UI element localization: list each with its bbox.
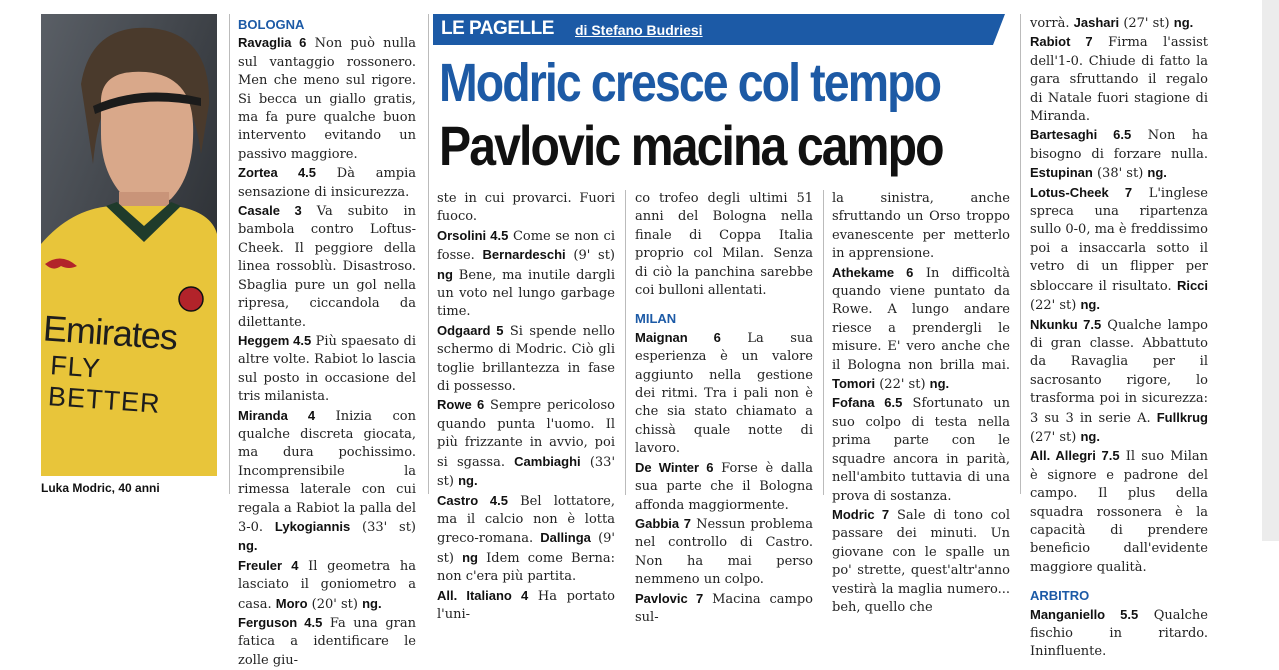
player-grade: Pavlovic 7 <box>635 590 704 606</box>
rating-text: Come se non ci fosse. <box>437 228 615 264</box>
player-grade: Maignan 6 <box>635 329 721 345</box>
rating-text: Fa una gran fatica a identificare le zolle giu- <box>238 616 416 668</box>
rating-text: Firma l'assist dell'1-0. Chiude di fatto la gara sfruttando il regalo di Natale fuori stagione di Miranda. <box>1030 35 1208 125</box>
rating-text: Non ha bisogno di forzare nulla. <box>1030 128 1208 162</box>
page-edge <box>1262 0 1279 541</box>
player-grade: Casale 3 <box>238 203 302 219</box>
sub-name: Lykogiannis <box>274 518 351 534</box>
sub-grade: ng. <box>1080 297 1100 313</box>
sub-grade: ng. <box>362 595 382 611</box>
rating-entry <box>1030 447 1208 577</box>
rating-entry <box>238 202 416 332</box>
continued-text: co trofeo degli ultimi 51 anni del Bologna nella finale di Coppa Italia proprio col Milan. Senza di ciò la panchina sarebbe coi bulloni allentati. <box>635 191 813 299</box>
sub-time: (38' st) <box>1096 166 1144 182</box>
section-heading-milan: MILAN <box>635 311 677 327</box>
rating-text: Sale di tono col passare dei minuti. Un giovane con le spalle un po' strette, quest'altr'anno vestirà la maglia numero... beh, quello che <box>832 507 1010 615</box>
rating-entry <box>238 614 416 670</box>
rating-text: Nessun problema nel controllo di Castro. Non ha mai perso nemmeno un colpo. <box>635 516 813 588</box>
rating-text: Dà ampia sensazione di insicurezza. <box>238 166 416 200</box>
rating-text: Macina campo sul- <box>635 591 813 625</box>
rating-text: Qualche lampo di gran classe. Abbattuto da Ravaglia per il sacrosanto rigore, lo trasforma poi in sicurezza: 3 su 3 in serie A. <box>1030 317 1208 426</box>
shirt-sponsor-line1: Emirates <box>41 307 179 358</box>
rating-text: Forse è dalla sua parte che il Bologna affonda maggiormente. <box>635 460 814 513</box>
rating-entry <box>238 332 416 407</box>
sub-grade: ng <box>462 549 478 565</box>
sub-name: Ricci <box>1176 277 1209 293</box>
player-grade: Bartesaghi 6.5 <box>1030 127 1132 143</box>
rating-entry <box>238 164 416 202</box>
column-1 <box>238 16 416 670</box>
player-grade: Odgaard 5 <box>437 322 504 338</box>
rating-text: In difficoltà quando viene puntato da Rowe. A lungo andare riesce a prendergli le misure. E' vero anche che il Bologna non brilla mai. <box>832 265 1010 373</box>
sub-name: Estupinan <box>1030 165 1093 181</box>
player-grade: Freuler 4 <box>238 557 299 573</box>
continued-text <box>1030 14 1208 33</box>
column-rule <box>625 190 626 495</box>
sub-text: Idem come Berna: non c'era più partita. <box>437 550 615 585</box>
sub-name: Bernardeschi <box>482 247 566 263</box>
player-grade: De Winter 6 <box>635 459 714 475</box>
sub-name: Moro <box>275 595 308 611</box>
section-heading-arbitro: ARBITRO <box>1030 588 1090 604</box>
rating-text: Bel lottatore, ma il calcio non è lotta greco-romana. <box>437 493 615 547</box>
player-grade: Rabiot 7 <box>1030 34 1093 50</box>
rating-entry <box>1030 126 1208 183</box>
coach-grade: All. Allegri 7.5 <box>1030 448 1120 464</box>
rating-text: Ha portato l'uni- <box>437 588 615 622</box>
rating-text: L'inglese spreca una ripartenza sullo 0-0, ma è freddissimo poi a insaccarla sotto il vetro di un flipper per sbloccare il risultato. <box>1030 185 1208 294</box>
referee-grade: Manganiello 5.5 <box>1030 606 1139 622</box>
sub-time: (22' st) <box>1030 298 1077 314</box>
rating-entry <box>832 394 1010 505</box>
sub-grade: ng. <box>1147 165 1167 181</box>
sub-time: (9' st) <box>437 531 615 566</box>
rating-entry <box>635 590 813 628</box>
sub-grade: ng. <box>238 538 258 554</box>
rating-text: Sempre pericoloso quando punta l'uomo. Il più frizzante in avvio, poi si sgassa. <box>437 398 616 470</box>
headline: Modric cresce col tempo <box>439 53 941 113</box>
rating-entry <box>635 515 813 590</box>
sub-grade: ng. <box>929 376 950 392</box>
player-grade: Miranda 4 <box>238 407 316 423</box>
rating-text: Il geometra ha lasciato il goniometro a casa. <box>238 558 416 612</box>
sub-name: Dallinga <box>540 530 591 546</box>
column-5 <box>1030 14 1208 662</box>
rating-text: Inizia con qualche discreta giocata, ma dura pochissimo. Incomprensibile la rimessa laterale con cui regala a Rabiot la palla del 3-0. <box>238 408 416 535</box>
sub-grade: ng. <box>1173 15 1194 30</box>
player-grade: Zortea 4.5 <box>238 165 317 181</box>
rating-text: Il suo Milan è signore e padrone del campo. Il plus della squadra rossonera è la capacità di prendere beneficio dall'evidente maggiore qualità. <box>1030 449 1208 575</box>
player-grade: Gabbia 7 <box>635 515 691 531</box>
player-photo <box>41 14 217 476</box>
player-grade: Castro 4.5 <box>437 492 508 508</box>
player-grade: Modric 7 <box>832 506 890 522</box>
byline: di Stefano Budriesi <box>575 22 703 38</box>
sub-time: (27' st) <box>1030 429 1077 445</box>
rating-text: Sfortunato un suo colpo di testa nella prima parte con le squadre ancora in parità, nell'ambito tuttavia di una prova di sostanza. <box>832 396 1011 504</box>
player-grade: Fofana 6.5 <box>832 395 903 411</box>
rating-entry <box>238 557 416 614</box>
rating-entry <box>437 322 615 397</box>
rating-text: Va subito in bambola contro Loftus-Cheek. Il peggiore della linea rossoblù. Disastroso. Sbaglia pure un gol nella ripresa, ciccandola da dilettante. <box>238 204 416 330</box>
rating-entry <box>1030 33 1208 126</box>
sub-text: Bene, ma inutile dargli un voto nel lungo garbage time. <box>437 267 615 320</box>
rating-entry <box>1030 316 1208 448</box>
player-grade: Athekame 6 <box>832 264 914 280</box>
rating-entry <box>238 34 416 164</box>
section-kicker: LE PAGELLE <box>441 18 554 39</box>
column-rule <box>823 190 824 495</box>
rating-entry <box>437 227 615 322</box>
shirt-sponsor-line2: FLY BETTER <box>47 350 162 419</box>
sub-time: (33' st) <box>362 519 416 535</box>
sub-time: (27' st) <box>1123 16 1170 31</box>
column-rule <box>428 14 429 494</box>
rating-entry <box>635 329 813 459</box>
column-rule <box>229 14 230 494</box>
player-grade: Ravaglia 6 <box>238 35 307 51</box>
rating-entry <box>832 506 1010 617</box>
coach-grade: All. Italiano 4 <box>437 587 529 603</box>
rating-entry <box>437 396 615 491</box>
sub-name: Tomori <box>832 376 876 392</box>
player-grade: Rowe 6 <box>437 397 485 413</box>
continued-word: vorrà. <box>1030 16 1070 31</box>
sub-name: Jashari <box>1073 15 1120 30</box>
player-grade: Lotus-Cheek 7 <box>1030 184 1133 200</box>
rating-text: Qualche fischio in ritardo. Ininfluente. <box>1030 607 1208 660</box>
rating-entry <box>832 264 1010 395</box>
subheadline: Pavlovic macina campo <box>439 114 943 177</box>
sub-grade: ng. <box>1080 428 1100 444</box>
column-rule <box>1020 14 1021 494</box>
column-2 <box>437 190 615 624</box>
sub-time: (22' st) <box>879 377 926 393</box>
rating-entry <box>635 459 813 515</box>
referee-entry <box>1030 606 1208 662</box>
photo-caption: Luka Modric, 40 anni <box>41 481 160 495</box>
player-grade: Orsolini 4.5 <box>437 227 509 243</box>
rating-entry <box>238 407 416 557</box>
rating-text: Più spaesato di altre volte. Rabiot lo lascia sul posto in occasione del tris milanista. <box>238 333 416 405</box>
rating-text: Si spende nello schermo di Modric. Ciò gli toglie brillantezza in fase di possesso. <box>437 323 615 395</box>
rating-entry <box>1030 184 1208 316</box>
sub-time: (9' st) <box>573 248 615 264</box>
rating-text: Non può nulla sul vantaggio rossonero. Men che meno sul rigore. Si becca un giallo gratis, ma fa pure qualche buon intervento evitando un passivo maggiore. <box>238 36 416 162</box>
sub-name: Cambiaghi <box>514 453 581 469</box>
continued-text: la sinistra, anche sfruttando un Orso troppo evanescente per metterlo in apprensione. <box>832 191 1010 262</box>
column-4 <box>832 190 1010 617</box>
sub-grade: ng. <box>458 473 478 489</box>
sub-grade: ng <box>437 266 453 282</box>
sub-time: (33' st) <box>437 454 616 490</box>
player-grade: Nkunku 7.5 <box>1030 316 1102 332</box>
section-heading-bologna: BOLOGNA <box>238 17 305 32</box>
player-grade: Ferguson 4.5 <box>238 615 323 630</box>
rating-entry <box>437 492 615 587</box>
column-3 <box>635 190 813 627</box>
rating-entry <box>437 587 615 625</box>
continued-text: ste in cui provarci. Fuori fuoco. <box>437 191 615 225</box>
sub-name: Fullkrug <box>1156 409 1208 425</box>
player-grade: Heggem 4.5 <box>238 332 312 348</box>
sub-time: (20' st) <box>311 596 358 612</box>
rating-text: La sua esperienza è un valore aggiunto nella gestione dei ritmi. Tra i pali non è che sia stato chiamato a chissà quale notte di lavoro. <box>635 330 813 457</box>
